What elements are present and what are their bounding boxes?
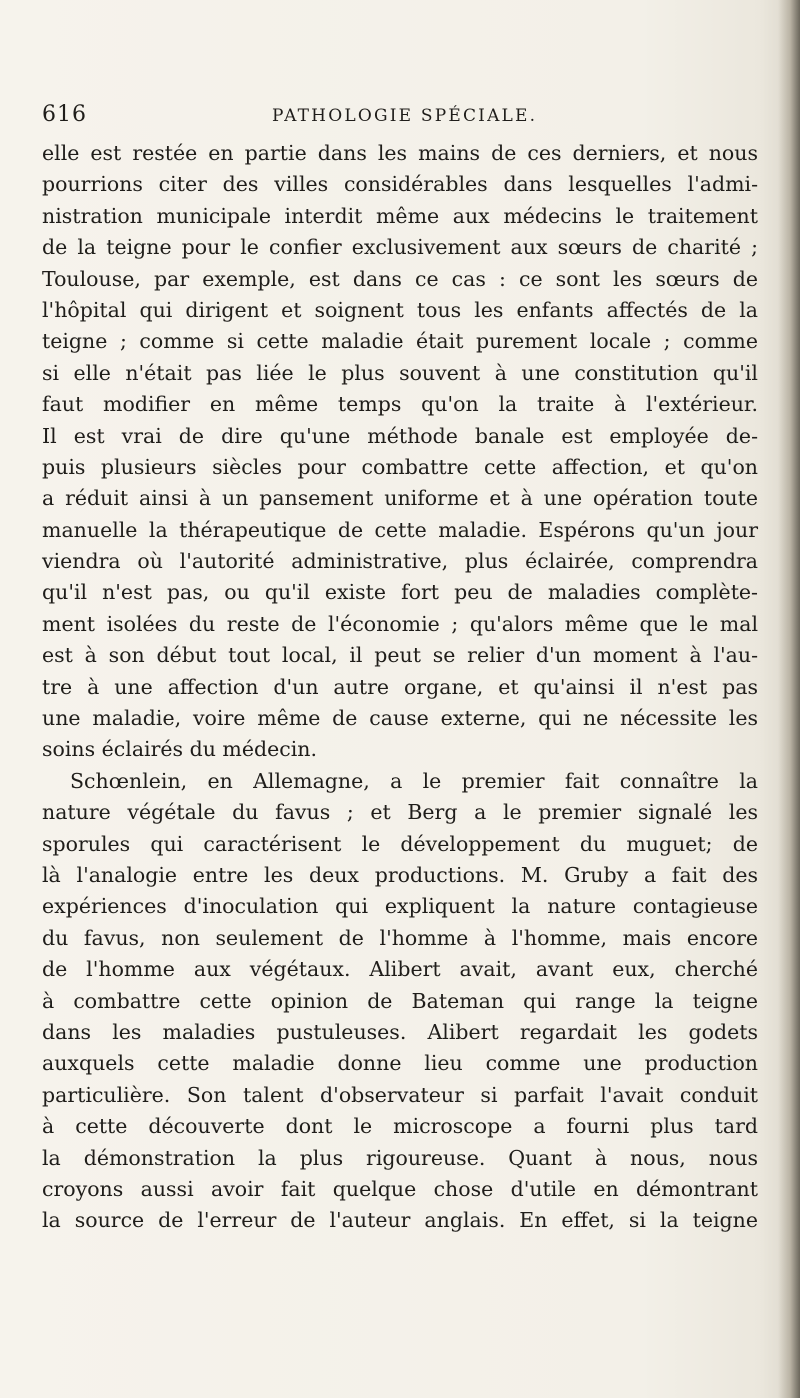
text-line: auxquels cette maladie donne lieu comme une production xyxy=(42,1051,758,1076)
text-line: expériences d'inoculation qui expliquent la nature contagieuse xyxy=(42,894,758,919)
text-line: si elle n'était pas liée le plus souvent à une constitution qu'il xyxy=(42,360,758,385)
text-line: une maladie, voire même de cause externe, qui ne nécessite les xyxy=(42,706,758,731)
paragraph-end-line: soins éclairés du médecin. xyxy=(42,737,317,762)
text-line: est à son début tout local, il peut se relier d'un moment à l'au- xyxy=(42,643,758,668)
running-head: PATHOLOGIE SPÉCIALE. xyxy=(272,106,538,126)
text-line: qu'il n'est pas, ou qu'il existe fort peu de maladies complète- xyxy=(42,580,758,605)
body-text xyxy=(42,138,758,1237)
text-line: faut modifier en même temps qu'on la traite à l'extérieur. xyxy=(42,392,758,417)
text-line: Toulouse, par exemple, est dans ce cas : ce sont les sœurs de xyxy=(42,266,758,291)
text-line: à cette découverte dont le microscope a fourni plus tard xyxy=(42,1114,758,1139)
text-line: manuelle la thérapeutique de cette maladie. Espérons qu'un jour xyxy=(42,517,758,542)
text-line: a réduit ainsi à un pansement uniforme et à une opération toute xyxy=(42,486,758,511)
text-line: l'hôpital qui dirigent et soignent tous les enfants affectés de la xyxy=(42,297,758,322)
paragraph-start-line: Schœnlein, en Allemagne, a le premier fait connaître la xyxy=(70,768,758,793)
text-line: pourrions citer des villes considérables dans lesquelles l'admi- xyxy=(42,172,758,197)
text-line: particulière. Son talent d'observateur si parfait l'avait conduit xyxy=(42,1082,758,1107)
page-header xyxy=(42,102,762,132)
text-line: de l'homme aux végétaux. Alibert avait, avant eux, cherché xyxy=(42,957,758,982)
page-number: 616 xyxy=(42,102,87,127)
text-line: la source de l'erreur de l'auteur anglais. En effet, si la teigne xyxy=(42,1208,758,1233)
page-edge-shadow xyxy=(778,0,800,1398)
text-line: la démonstration la plus rigoureuse. Quant à nous, nous xyxy=(42,1145,758,1170)
text-line: de la teigne pour le confier exclusivement aux sœurs de charité ; xyxy=(42,235,758,260)
text-line: tre à une affection d'un autre organe, et qu'ainsi il n'est pas xyxy=(42,674,758,699)
text-line: nature végétale du favus ; et Berg a le premier signalé les xyxy=(42,800,758,825)
text-line: là l'analogie entre les deux productions. M. Gruby a fait des xyxy=(42,862,758,887)
text-line: puis plusieurs siècles pour combattre cette affection, et qu'on xyxy=(42,454,758,479)
text-line: teigne ; comme si cette maladie était purement locale ; comme xyxy=(42,329,758,354)
text-line: viendra où l'autorité administrative, plus éclairée, comprendra xyxy=(42,549,758,574)
text-line: du favus, non seulement de l'homme à l'homme, mais encore xyxy=(42,925,758,950)
text-line: sporules qui caractérisent le développement du muguet; de xyxy=(42,831,758,856)
text-line: dans les maladies pustuleuses. Alibert regardait les godets xyxy=(42,1019,758,1044)
text-line: Il est vrai de dire qu'une méthode banale est employée de- xyxy=(42,423,758,448)
text-line: elle est restée en partie dans les mains de ces derniers, et nous xyxy=(42,141,758,165)
text-line: à combattre cette opinion de Bateman qui range la teigne xyxy=(42,988,758,1013)
text-line: croyons aussi avoir fait quelque chose d'utile en démontrant xyxy=(42,1176,758,1201)
text-line: ment isolées du reste de l'économie ; qu'alors même que le mal xyxy=(42,611,758,636)
text-line: nistration municipale interdit même aux médecins le traitement xyxy=(42,203,758,228)
